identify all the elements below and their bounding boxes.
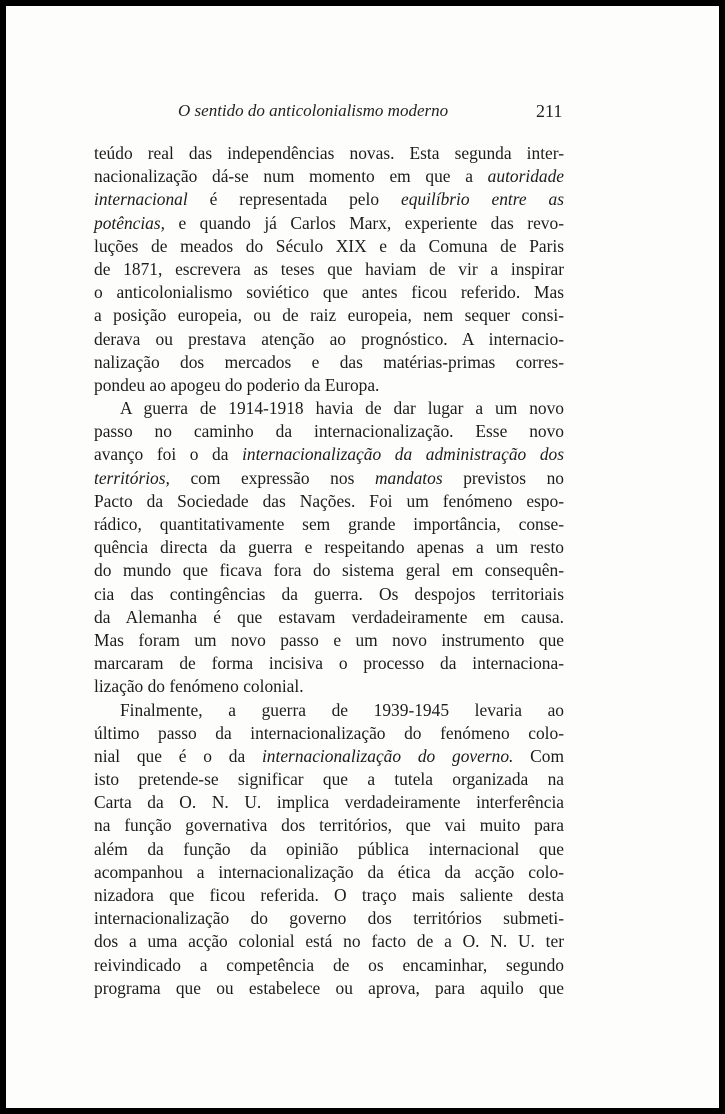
text-line	[94, 652, 564, 675]
text-line	[94, 513, 564, 536]
book-page	[6, 6, 719, 1108]
paragraph	[94, 142, 564, 397]
text-line	[94, 814, 564, 837]
text-line	[94, 374, 564, 397]
text-line	[94, 490, 564, 513]
text-run: A guerra de 1914-1918 havia de dar lugar a um novo	[120, 398, 564, 419]
body-text	[94, 142, 564, 1000]
italic-text: potências,	[94, 212, 165, 233]
text-run: o anticolonialismo soviético que antes ficou referido. Mas	[94, 282, 564, 303]
text-run: programa que ou estabelece ou aprova, para aquilo que	[94, 977, 564, 998]
text-line	[94, 165, 564, 188]
italic-text: internacionalização do governo.	[261, 745, 514, 766]
text-line	[94, 930, 564, 953]
text-run: luções de meados do Século XIX e da Comuna de Paris	[94, 235, 564, 256]
text-line	[94, 467, 564, 490]
text-run: marcaram de forma incisiva o processo da internaciona-	[94, 653, 564, 674]
text-run: cia das contingências da guerra. Os despojos territoriais	[94, 583, 564, 604]
text-run: Pacto da Sociedade das Nações. Foi um fenómeno espo-	[94, 490, 564, 511]
text-run: teúdo real das independências novas. Esta segunda inter-	[94, 143, 564, 163]
italic-text: territórios,	[94, 467, 170, 488]
italic-text: mandatos	[374, 467, 443, 488]
text-run: Finalmente, a guerra de 1939-1945 levaria ao	[120, 699, 564, 720]
text-run: nial que é o da	[94, 745, 262, 766]
text-line	[94, 397, 564, 420]
text-run: isto pretende-se significar que a tutela organizada na	[94, 769, 564, 790]
text-line	[94, 559, 564, 582]
text-run: na função governativa dos territórios, que vai muito para	[94, 815, 564, 836]
text-line	[94, 629, 564, 652]
text-line	[94, 351, 564, 374]
text-line	[94, 142, 564, 165]
text-run: internacionalização do governo dos territórios submeti-	[94, 908, 564, 929]
text-run: nizadora que ficou referida. O traço mais saliente desta	[94, 885, 564, 905]
text-line	[94, 954, 564, 977]
paragraph	[94, 397, 564, 698]
text-line	[94, 304, 564, 327]
text-line	[94, 235, 564, 258]
text-run: acompanhou a internacionalização da ética da acção colo-	[94, 861, 564, 882]
text-line	[94, 420, 564, 443]
text-run: com expressão nos	[169, 467, 375, 488]
text-run: rádico, quantitativamente sem grande importância, conse-	[94, 514, 564, 534]
text-line	[94, 328, 564, 351]
text-line	[94, 884, 564, 907]
text-run: avanço foi o da	[94, 444, 243, 465]
page-header	[6, 101, 719, 125]
text-line	[94, 606, 564, 629]
text-line	[94, 699, 564, 722]
text-run: pondeu ao apogeu do poderio da Europa.	[94, 374, 380, 395]
page-number: 211	[536, 101, 563, 121]
text-line	[94, 212, 564, 235]
italic-text: equilíbrio entre as	[400, 189, 564, 210]
text-line	[94, 861, 564, 884]
text-line	[94, 977, 564, 1000]
text-run: nacionalização dá-se num momento em que a	[94, 166, 488, 187]
text-run: de 1871, escrevera as teses que haviam de vir a inspirar	[94, 258, 564, 279]
italic-text: internacionalização da administração dos	[242, 444, 564, 465]
text-run: último passo da internacionalização do fenómeno colo-	[94, 722, 564, 743]
text-run: e quando já Carlos Marx, experiente das revo-	[165, 212, 564, 233]
text-line	[94, 188, 564, 211]
text-run: passo no caminho da internacionalização. Esse novo	[94, 421, 564, 442]
text-line	[94, 907, 564, 930]
text-run: previstos no	[442, 467, 564, 488]
text-run: a posição europeia, ou de raiz europeia, nem sequer consi-	[94, 305, 564, 326]
text-line	[94, 745, 564, 768]
text-run: da Alemanha é que estavam verdadeiramente em causa.	[94, 606, 564, 627]
text-line	[94, 791, 564, 814]
text-run: derava ou prestava atenção ao prognóstico. A internacio-	[94, 328, 564, 349]
text-run: do mundo que ficava fora do sistema geral em consequên-	[94, 560, 564, 581]
text-line	[94, 722, 564, 745]
text-line	[94, 258, 564, 281]
text-run: Carta da O. N. U. implica verdadeiramente interferência	[94, 792, 564, 813]
text-line	[94, 281, 564, 304]
italic-text: internacional	[94, 189, 188, 210]
text-line	[94, 675, 564, 698]
text-line	[94, 768, 564, 791]
text-run: Com	[513, 745, 565, 766]
text-run: além da função da opinião pública internacional que	[94, 838, 564, 859]
italic-text: autoridade	[487, 166, 564, 187]
paragraph	[94, 699, 564, 1000]
text-run: lização do fenómeno colonial.	[94, 676, 304, 697]
text-line	[94, 583, 564, 606]
text-line	[94, 443, 564, 466]
text-run: quência directa da guerra e respeitando apenas a um resto	[94, 537, 564, 558]
text-run: Mas foram um novo passo e um novo instrumento que	[94, 629, 564, 650]
text-line	[94, 838, 564, 861]
running-title: O sentido do anticolonialismo moderno	[178, 101, 449, 120]
text-run: é representada pelo	[187, 189, 401, 210]
text-run: dos a uma acção colonial está no facto de a O. N. U. ter	[94, 931, 564, 952]
text-line	[94, 536, 564, 559]
text-run: reivindicado a competência de os encaminhar, segundo	[94, 954, 564, 975]
text-run: nalização dos mercados e das matérias-primas corres-	[94, 351, 564, 372]
